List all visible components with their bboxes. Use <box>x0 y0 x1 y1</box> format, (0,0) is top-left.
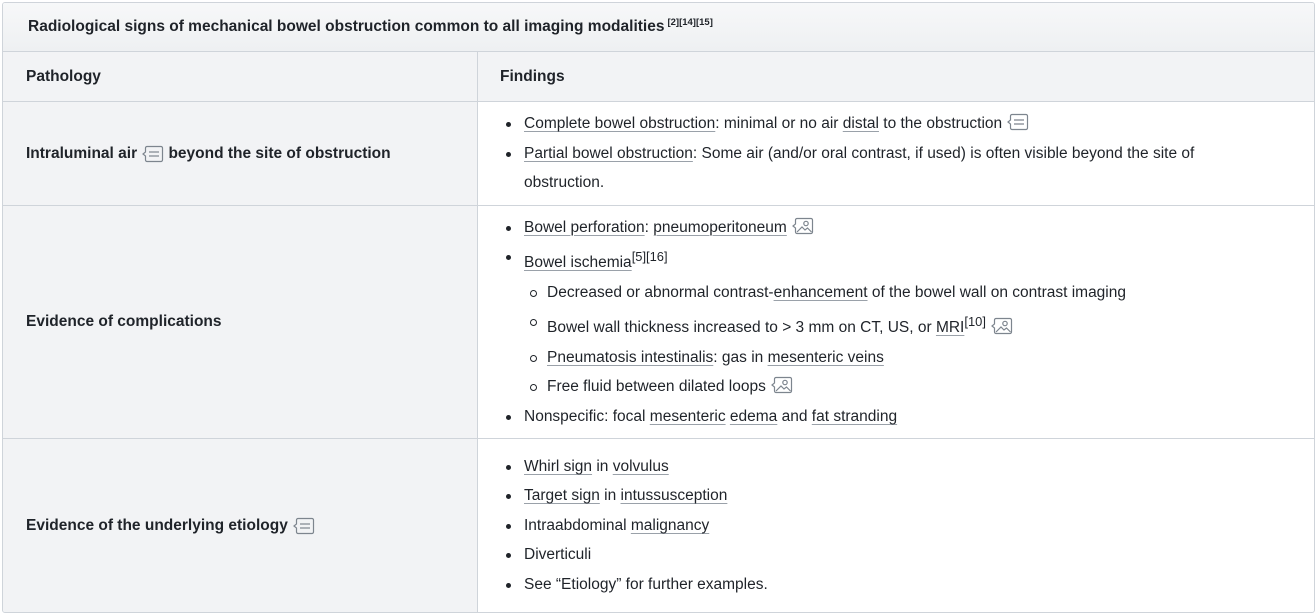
pathology-label: Evidence of complications <box>26 313 222 330</box>
link-malignancy[interactable]: malignancy <box>630 516 710 534</box>
caption-references[interactable]: [2][14][15] <box>667 16 713 28</box>
reference[interactable]: [5] <box>631 249 647 265</box>
link-complete-obstruction[interactable]: Complete bowel obstruction <box>524 115 716 133</box>
list-item: Pneumatosis intestinalis: gas in mesenteric veins <box>500 343 1254 373</box>
table-title: Radiological signs of mechanical bowel obstruction common to all imaging modalities <box>28 18 665 35</box>
findings-cell <box>478 206 1314 438</box>
reference[interactable]: [16] <box>646 249 668 265</box>
link-mesenteric[interactable]: mesenteric <box>649 407 726 425</box>
header-findings: Findings <box>478 52 1314 101</box>
table-header-row <box>3 52 1314 102</box>
table-row <box>3 206 1314 439</box>
list-item: Decreased or abnormal contrast-enhancement of the bowel wall on contrast imaging <box>500 278 1254 308</box>
link-intussusception[interactable]: intussusception <box>620 487 728 505</box>
pathology-label: Intraluminal air <box>26 144 138 162</box>
list-item: See “Etiology” for further examples. <box>500 570 1254 600</box>
list-item: Target sign in intussusception <box>500 481 1254 511</box>
link-volvulus[interactable]: volvulus <box>612 457 669 475</box>
link-pneumoperitoneum[interactable]: pneumoperitoneum <box>653 218 787 236</box>
obstruction-signs-table <box>2 2 1315 613</box>
link-enhancement[interactable]: enhancement <box>773 283 868 301</box>
list-item: Bowel wall thickness increased to > 3 mm on CT, US, or MRI[10] <box>500 307 1254 343</box>
pathology-label-rest: beyond the site of obstruction <box>168 144 391 162</box>
link-distal[interactable]: distal <box>842 115 879 133</box>
note-icon[interactable] <box>142 144 164 164</box>
findings-cell <box>478 102 1314 205</box>
list-item: Complete bowel obstruction: minimal or no air distal to the obstruction <box>500 109 1254 139</box>
image-icon[interactable] <box>991 316 1013 336</box>
list-item: Nonspecific: focal mesenteric edema and fat stranding <box>500 402 1254 432</box>
list-item: Whirl sign in volvulus <box>500 452 1254 482</box>
pathology-label: Evidence of the underlying etiology <box>26 516 288 534</box>
link-whirl-sign[interactable]: Whirl sign <box>524 457 593 475</box>
list-item: Bowel perforation: pneumoperitoneum <box>500 213 1254 243</box>
link-partial-obstruction[interactable]: Partial bowel obstruction <box>524 144 693 162</box>
pathology-cell <box>3 102 478 205</box>
table-row <box>3 102 1314 206</box>
table-row <box>3 439 1314 612</box>
findings-cell <box>478 439 1314 612</box>
pathology-cell <box>3 439 478 612</box>
link-bowel-ischemia[interactable]: Bowel ischemia <box>524 254 632 272</box>
list-item: Free fluid between dilated loops <box>500 372 1254 402</box>
list-item: Intraabdominal malignancy <box>500 511 1254 541</box>
list-item: Diverticuli <box>500 540 1254 570</box>
note-icon[interactable] <box>293 516 315 536</box>
link-target-sign[interactable]: Target sign <box>524 487 600 505</box>
link-edema[interactable]: edema <box>729 407 778 425</box>
pathology-cell <box>3 206 478 438</box>
link-fat-stranding[interactable]: fat stranding <box>811 407 898 425</box>
image-icon[interactable] <box>792 216 814 236</box>
link-pneumatosis[interactable]: Pneumatosis intestinalis <box>547 348 714 366</box>
list-item <box>500 242 1254 278</box>
image-icon[interactable] <box>771 375 793 395</box>
reference[interactable]: [10] <box>964 314 986 330</box>
link-bowel-perforation[interactable]: Bowel perforation <box>524 218 645 236</box>
table-caption <box>3 3 1314 52</box>
note-icon[interactable] <box>1007 112 1029 132</box>
header-pathology: Pathology <box>3 52 478 101</box>
link-mesenteric-veins[interactable]: mesenteric veins <box>767 348 884 366</box>
list-item: Partial bowel obstruction: Some air (and/or oral contrast, if used) is often visible beyond the site of obstruction. <box>500 139 1254 198</box>
link-mri[interactable]: MRI <box>935 319 965 337</box>
